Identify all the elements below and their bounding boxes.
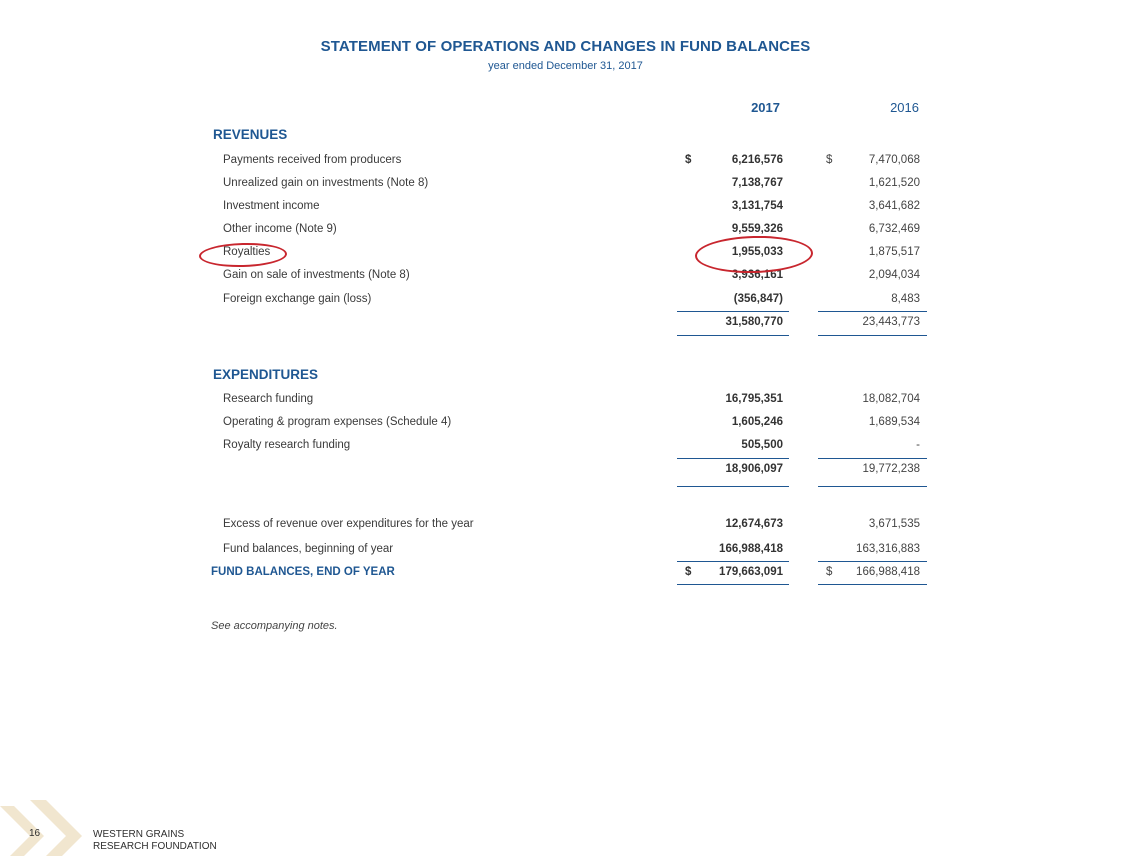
expenditures-heading: EXPENDITURES	[213, 367, 319, 382]
current-year-total: 18,906,097	[725, 463, 783, 475]
page-number: 16	[29, 828, 41, 839]
prior-year-value: 163,316,883	[856, 543, 920, 555]
total-rule	[677, 584, 789, 585]
prior-year-value: 7,470,068	[868, 154, 920, 166]
row-label: Research funding	[223, 393, 314, 405]
row-label: Gain on sale of investments (Note 8)	[223, 269, 410, 281]
current-year-value: 1,605,246	[731, 416, 783, 428]
table-row	[0, 543, 1131, 559]
organization-name	[93, 829, 217, 853]
subtotal-rule	[677, 311, 789, 312]
prior-year-value: 8,483	[891, 293, 920, 305]
row-label: FUND BALANCES, END OF YEAR	[211, 566, 395, 578]
subtotal-rule	[677, 458, 789, 459]
total-rule	[677, 335, 789, 336]
prior-year-value: 6,732,469	[868, 223, 920, 235]
current-year-value: 505,500	[741, 439, 783, 451]
row-label: Foreign exchange gain (loss)	[223, 293, 372, 305]
prior-year-value: 1,689,534	[868, 416, 920, 428]
current-year-value: 9,559,326	[731, 223, 783, 235]
table-row	[0, 393, 1131, 409]
row-label: Payments received from producers	[223, 154, 402, 166]
column-header-prior-year: 2016	[890, 100, 919, 115]
total-rule	[677, 486, 789, 487]
row-label: Unrealized gain on investments (Note 8)	[223, 177, 429, 189]
table-row	[0, 200, 1131, 216]
prior-year-value: 166,988,418	[856, 566, 920, 578]
currency-symbol: $	[685, 566, 692, 578]
subtotal-rule	[818, 458, 927, 459]
current-year-value: 166,988,418	[719, 543, 783, 555]
prior-year-value: 3,671,535	[868, 518, 920, 530]
subtotal-rule	[818, 561, 927, 562]
table-row	[0, 246, 1131, 262]
prior-year-total: 19,772,238	[862, 463, 920, 475]
table-row	[0, 416, 1131, 432]
current-year-value: 3,131,754	[731, 200, 783, 212]
total-rule	[818, 335, 927, 336]
prior-year-value: 1,621,520	[868, 177, 920, 189]
table-row	[0, 154, 1131, 170]
row-label: Other income (Note 9)	[223, 223, 337, 235]
row-label: Operating & program expenses (Schedule 4)	[223, 416, 452, 428]
prior-year-value: 3,641,682	[868, 200, 920, 212]
prior-year-total: 23,443,773	[862, 316, 920, 328]
current-year-value: (356,847)	[733, 293, 783, 305]
fund-balances-end-row	[0, 566, 1131, 582]
subtotal-rule	[818, 311, 927, 312]
row-label: Fund balances, beginning of year	[223, 543, 394, 555]
total-rule	[818, 486, 927, 487]
row-label: Investment income	[223, 200, 320, 212]
current-year-value: 1,955,033	[731, 246, 783, 258]
statement-title: STATEMENT OF OPERATIONS AND CHANGES IN FUND BALANCES	[320, 38, 811, 55]
table-row	[0, 293, 1131, 309]
statement-subtitle: year ended December 31, 2017	[488, 60, 643, 72]
currency-symbol: $	[685, 154, 692, 166]
subtotal-rule	[677, 561, 789, 562]
currency-symbol: $	[826, 566, 833, 578]
footnote: See accompanying notes.	[211, 620, 338, 632]
table-row	[0, 269, 1131, 285]
total-rule	[818, 584, 927, 585]
table-row	[0, 177, 1131, 193]
current-year-total: 31,580,770	[725, 316, 783, 328]
table-row	[0, 518, 1131, 534]
row-label: Royalty research funding	[223, 439, 351, 451]
prior-year-value: 1,875,517	[868, 246, 920, 258]
prior-year-value: 2,094,034	[868, 269, 920, 281]
revenues-heading: REVENUES	[213, 127, 288, 142]
row-label: Royalties	[223, 246, 271, 258]
prior-year-value: 18,082,704	[862, 393, 920, 405]
current-year-value: 6,216,576	[731, 154, 783, 166]
current-year-value: 12,674,673	[725, 518, 783, 530]
currency-symbol: $	[826, 154, 833, 166]
prior-year-value: -	[916, 439, 920, 451]
chevron-logo-icon	[0, 796, 100, 856]
organization-name-line1: WESTERN GRAINS	[93, 829, 185, 840]
row-label: Excess of revenue over expenditures for the year	[223, 518, 474, 530]
current-year-value: 179,663,091	[719, 566, 783, 578]
current-year-value: 3,936,161	[731, 269, 783, 281]
organization-name-line2: RESEARCH FOUNDATION	[93, 841, 217, 852]
table-row	[0, 439, 1131, 455]
column-header-current-year: 2017	[751, 100, 780, 115]
revenues-total-row	[0, 316, 1131, 332]
current-year-value: 16,795,351	[725, 393, 783, 405]
table-row	[0, 223, 1131, 239]
expenditures-total-row	[0, 463, 1131, 479]
current-year-value: 7,138,767	[731, 177, 783, 189]
